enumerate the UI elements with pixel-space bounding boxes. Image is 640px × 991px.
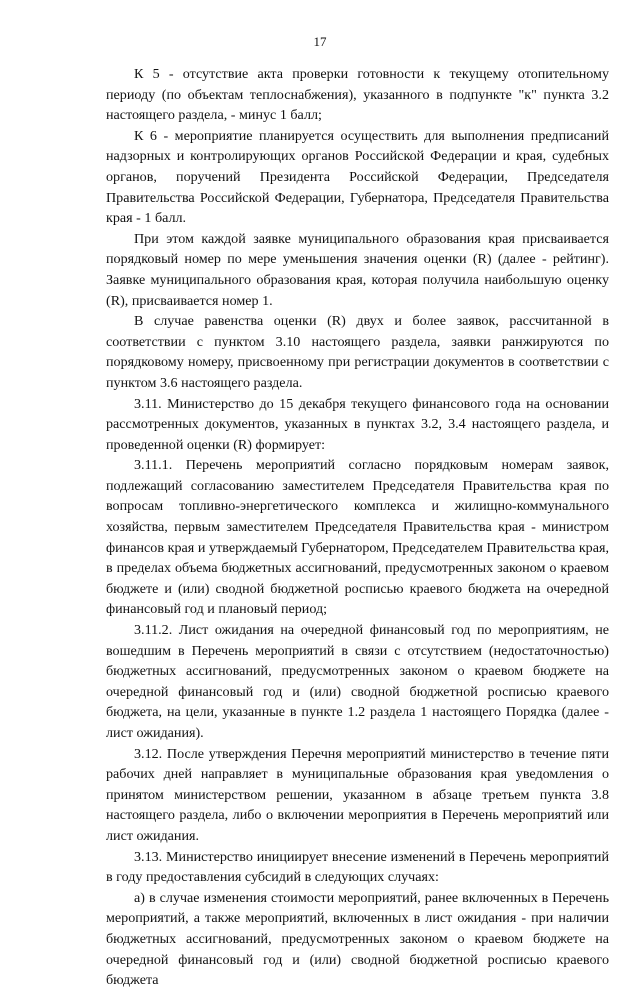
paragraph-3-12: 3.12. После утверждения Перечня мероприятий министерство в течение пяти рабочих дней направляет в муниципальные образования края уведомления о принятом министерством решении, указанном в абзаце третьем пункта 3.8 настоящего раздела, либо о включении мероприятия в Перечень мероприятий или лист ожидания. [106,745,609,844]
paragraph-rating: При этом каждой заявке муниципального образования края присваивается порядковый номер по мере уменьшения значения оценки (R) (далее - рейтинг). Заявке муниципального образования края, которая получила наибольшую оценку (R), присваивается номер 1. [106,230,609,309]
paragraph-3-11-2: 3.11.2. Лист ожидания на очередной финансовый год по мероприятиям, не вошедшим в Перечень мероприятий в связи с отсутствием (недостаточностью) бюджетных ассигнований, предусмотренных законом о краевом бюджете на очередной финансовый год и (или) сводной бюджетной росписью краевого бюджета, на цели, указанные в пункте 1.2 раздела 1 настоящего Порядка (далее - лист ожидания). [106,622,609,741]
paragraph-k6: К 6 - мероприятие планируется осуществить для выполнения предписаний надзорных и контролирующих органов Российской Федерации и края, судебных органов, поручений Президента Российской Федерации, Председателя Правительства Российской Федерации, Губернатора, Председателя Правительства края - 1 балл. [106,127,609,227]
page-number: 17 [313,34,327,49]
paragraph-equal-scores: В случае равенства оценки (R) двух и более заявок, рассчитанной в соответствии с пунктом 3.10 настоящего раздела, заявки ранжируются по порядковому номеру, присвоенному при регистрации документов в соответствии с пунктом 3.6 настоящего раздела. [106,313,609,391]
paragraph-3-11: 3.11. Министерство до 15 декабря текущего финансового года на основании рассмотренных документов, указанных в пунктах 3.2, 3.4 настоящего раздела, и проведенной оценки (R) формирует: [106,395,609,453]
document-body [106,64,609,991]
paragraph-3-13: 3.13. Министерство инициирует внесение изменений в Перечень мероприятий в году предоставления субсидий в следующих случаях: [106,848,609,886]
paragraph-k5: К 5 - отсутствие акта проверки готовности к текущему отопительному периоду (по объектам теплоснабжения), указанного в подпункте "к" пункта 3.2 настоящего раздела, - минус 1 балл; [106,66,609,124]
paragraph-3-11-1: 3.11.1. Перечень мероприятий согласно порядковым номерам заявок, подлежащий согласованию заместителем Председателя Правительства края по вопросам топливно-энергетического комплекса и жилищно-коммунального хозяйства, первым заместителем Председателя Правительства края - министром финансов края и утверждаемый Губернатором, Председателем Правительства края, в пределах объема бюджетных ассигнований, предусмотренных законом о краевом бюджете и (или) сводной бюджетной росписью краевого бюджета на очередной финансовый год и плановый период; [106,457,609,618]
paragraph-3-13-a: а) в случае изменения стоимости мероприятий, ранее включенных в Перечень мероприятий, а также мероприятий, включенных в лист ожидания - при наличии бюджетных ассигнований, предусмотренных законом о краевом бюджете на очередной финансовый год и (или) сводной бюджетной росписью краевого бюджета [106,889,609,989]
